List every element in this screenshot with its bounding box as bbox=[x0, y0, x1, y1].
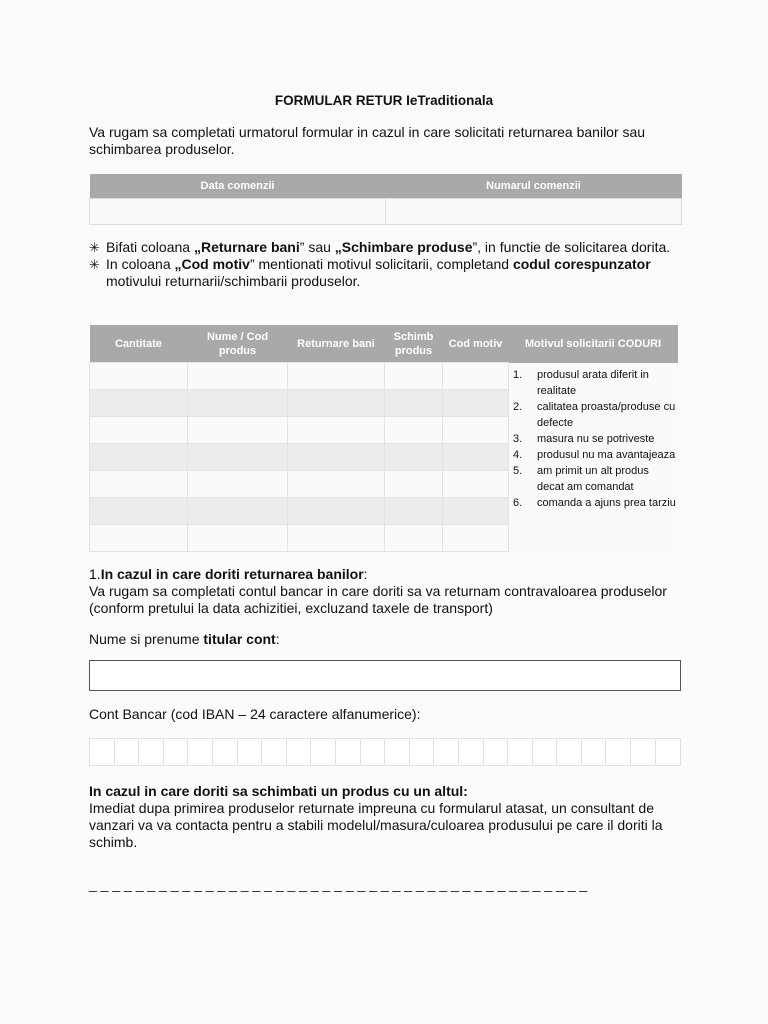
asterisk-icon: ✳ bbox=[89, 240, 100, 255]
iban-char-box[interactable] bbox=[410, 739, 435, 765]
order-date-header: Data comenzii bbox=[90, 174, 386, 199]
product-cell[interactable] bbox=[188, 363, 288, 390]
form-title: FORMULAR RETUR IeTraditionala bbox=[274, 93, 494, 108]
reason-code-item: 1. produsul arata diferit in realitate bbox=[513, 368, 649, 397]
quantity-cell[interactable] bbox=[90, 444, 188, 471]
exchange-cell[interactable] bbox=[385, 498, 443, 525]
quantity-cell[interactable] bbox=[90, 498, 188, 525]
account-holder-label: Nume si prenume titular cont: bbox=[89, 631, 280, 647]
iban-char-box[interactable] bbox=[188, 739, 213, 765]
reason-code-cell[interactable] bbox=[443, 471, 509, 498]
refund-cell[interactable] bbox=[288, 444, 385, 471]
iban-char-box[interactable] bbox=[557, 739, 582, 765]
reason-codes-list bbox=[509, 363, 678, 552]
quantity-cell[interactable] bbox=[90, 390, 188, 417]
iban-char-box[interactable] bbox=[434, 739, 459, 765]
iban-char-box[interactable] bbox=[459, 739, 484, 765]
iban-char-box[interactable] bbox=[361, 739, 386, 765]
iban-char-box[interactable] bbox=[164, 739, 189, 765]
exchange-section bbox=[89, 783, 689, 851]
quantity-header: Cantitate bbox=[90, 325, 188, 363]
exchange-cell[interactable] bbox=[385, 525, 443, 552]
iban-char-box[interactable] bbox=[262, 739, 287, 765]
exchange-cell[interactable] bbox=[385, 444, 443, 471]
refund-cell[interactable] bbox=[288, 417, 385, 444]
reason-code-cell[interactable] bbox=[443, 417, 509, 444]
iban-label: Cont Bancar (cod IBAN – 24 caractere alfanumerice): bbox=[89, 706, 421, 722]
exchange-cell[interactable] bbox=[385, 417, 443, 444]
refund-cell[interactable] bbox=[288, 363, 385, 390]
asterisk-icon: ✳ bbox=[89, 257, 100, 272]
iban-char-box[interactable] bbox=[213, 739, 238, 765]
account-holder-field[interactable] bbox=[89, 660, 681, 691]
reason-code-cell[interactable] bbox=[443, 525, 509, 552]
quantity-cell[interactable] bbox=[90, 525, 188, 552]
quantity-cell[interactable] bbox=[90, 363, 188, 390]
iban-field[interactable] bbox=[89, 738, 681, 766]
iban-char-box[interactable] bbox=[508, 739, 533, 765]
iban-char-box[interactable] bbox=[139, 739, 164, 765]
product-table bbox=[89, 325, 678, 552]
reason-code-item: 6. comanda a ajuns prea tarziu bbox=[513, 496, 676, 509]
quantity-cell[interactable] bbox=[90, 471, 188, 498]
reason-code-cell[interactable] bbox=[443, 498, 509, 525]
reason-code-header: Cod motiv bbox=[443, 325, 509, 363]
product-cell[interactable] bbox=[188, 525, 288, 552]
iban-char-box[interactable] bbox=[631, 739, 656, 765]
iban-char-box[interactable] bbox=[656, 739, 681, 765]
refund-cell[interactable] bbox=[288, 498, 385, 525]
order-number-field[interactable] bbox=[386, 199, 682, 225]
iban-char-box[interactable] bbox=[385, 739, 410, 765]
cut-line-separator: _ _ _ _ _ _ _ _ _ _ _ _ _ _ _ _ _ _ _ _ _ _ _ _ _ _ _ _ _ _ _ _ _ _ _ _ _ _ _ _ _ _ _ bbox=[89, 876, 588, 892]
intro-text: Va rugam sa completati urmatorul formular in cazul in care solicitati returnarea banilor sau schimbarea produselor. bbox=[89, 124, 646, 157]
reason-code-item: 3. masura nu se potriveste bbox=[513, 432, 655, 445]
quantity-cell[interactable] bbox=[90, 417, 188, 444]
reason-code-item: 4. produsul nu ma avantajeaza bbox=[513, 448, 676, 461]
iban-char-box[interactable] bbox=[484, 739, 509, 765]
iban-char-box[interactable] bbox=[287, 739, 312, 765]
refund-cell[interactable] bbox=[288, 390, 385, 417]
order-date-field[interactable] bbox=[90, 199, 386, 225]
order-table bbox=[89, 174, 682, 225]
exchange-cell[interactable] bbox=[385, 363, 443, 390]
reason-code-cell[interactable] bbox=[443, 444, 509, 471]
exchange-text: Imediat dupa primirea produselor returnate impreuna cu formularul atasat, un consultant de vanzari va va contacta pentru a stabili modelul/masura/culoarea produsului pe care il doriti la schimb. bbox=[89, 800, 663, 850]
reason-code-cell[interactable] bbox=[443, 363, 509, 390]
product-cell[interactable] bbox=[188, 417, 288, 444]
product-cell[interactable] bbox=[188, 471, 288, 498]
instruction-item: ✳ Bifati coloana „Returnare bani” sau „Schimbare produse”, in functie de solicitarea dorita. bbox=[89, 239, 671, 255]
iban-char-box[interactable] bbox=[582, 739, 607, 765]
iban-char-box[interactable] bbox=[115, 739, 140, 765]
iban-char-box[interactable] bbox=[336, 739, 361, 765]
refund-heading: 1.In cazul in care doriti returnarea banilor: bbox=[89, 566, 368, 582]
exchange-heading: In cazul in care doriti sa schimbati un produs cu un altul: bbox=[89, 783, 468, 799]
iban-char-box[interactable] bbox=[533, 739, 558, 765]
product-name-header: Nume / Cod produs bbox=[188, 325, 288, 363]
product-cell[interactable] bbox=[188, 444, 288, 471]
reason-code-item: 2. calitatea proasta/produse cu defecte bbox=[513, 400, 676, 429]
iban-char-box[interactable] bbox=[238, 739, 263, 765]
refund-cell[interactable] bbox=[288, 525, 385, 552]
exchange-cell[interactable] bbox=[385, 390, 443, 417]
refund-text: Va rugam sa completati contul bancar in care doriti sa va returnam contravaloarea produselor (conform pretului la data achizitiei, excluzand taxele de transport) bbox=[89, 583, 667, 616]
instructions-list bbox=[89, 239, 689, 290]
exchange-header: Schimb produs bbox=[385, 325, 443, 363]
order-number-header: Numarul comenzii bbox=[386, 174, 682, 199]
instruction-item: ✳ In coloana „Cod motiv” mentionati motivul solicitarii, completand codul corespunzator motivului returnarii/schimbarii produselor. bbox=[89, 256, 651, 289]
reason-code-item: 5. am primit un alt produs decat am comandat bbox=[513, 464, 649, 493]
table-row bbox=[90, 363, 678, 390]
refund-section bbox=[89, 566, 689, 617]
product-cell[interactable] bbox=[188, 390, 288, 417]
iban-char-box[interactable] bbox=[90, 739, 115, 765]
iban-char-box[interactable] bbox=[606, 739, 631, 765]
refund-cell[interactable] bbox=[288, 471, 385, 498]
refund-header: Returnare bani bbox=[288, 325, 385, 363]
reason-code-cell[interactable] bbox=[443, 390, 509, 417]
exchange-cell[interactable] bbox=[385, 471, 443, 498]
product-cell[interactable] bbox=[188, 498, 288, 525]
iban-char-box[interactable] bbox=[311, 739, 336, 765]
reason-codes-header: Motivul solicitarii CODURI bbox=[509, 325, 678, 363]
